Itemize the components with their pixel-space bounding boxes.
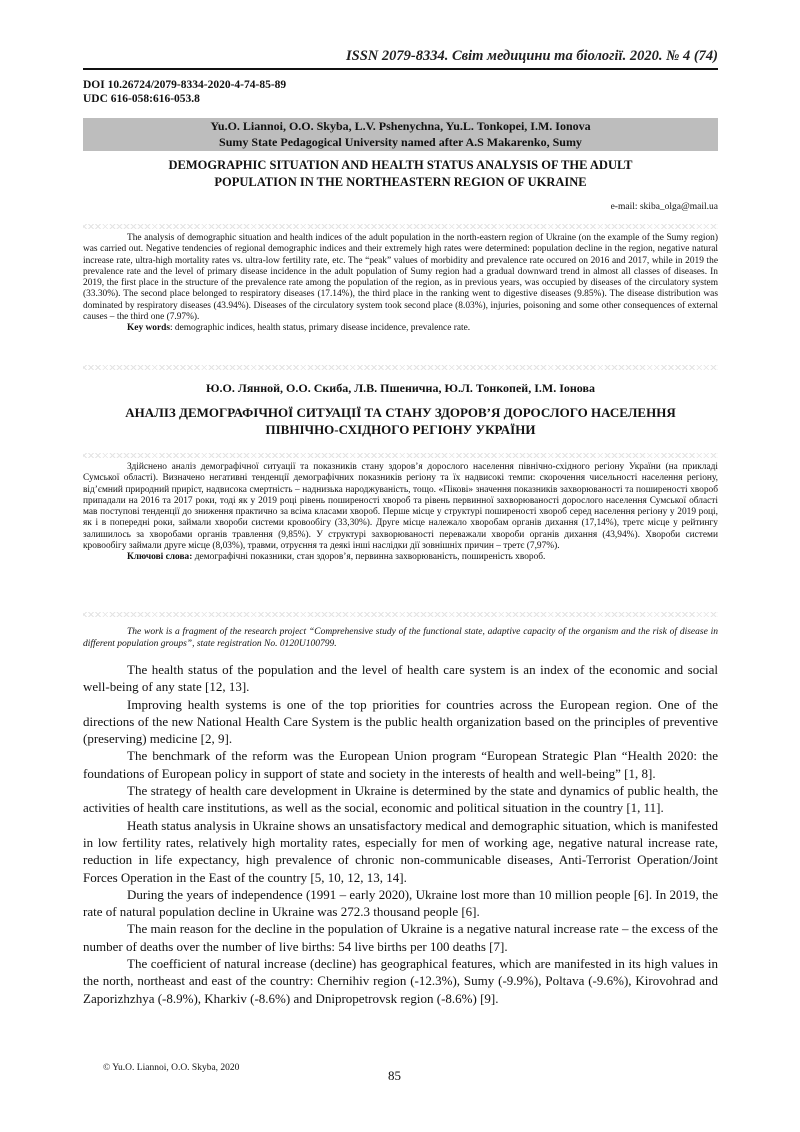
title-en-line-1: DEMOGRAPHIC SITUATION AND HEALTH STATUS ANALYSIS OF THE ADULT — [168, 158, 633, 172]
keywords-en-text: : demographic indices, health status, primary disease incidence, prevalence rate. — [169, 323, 471, 334]
keywords-ua — [83, 552, 718, 563]
article-title-ua — [83, 404, 718, 438]
body-paragraph: During the years of independence (1991 – early 2020), Ukraine lost more than 10 million people [6]. In 2019, the rate of natural population decline in Ukraine was 272.3 thousand people [6]. — [83, 886, 718, 920]
udc: UDC 616-058:616-053.8 — [83, 93, 200, 105]
wavy-divider — [83, 453, 718, 458]
keywords-ua-text: демографічні показники, стан здоров’я, первинна захворюваність, поширеність хвороб. — [192, 552, 546, 563]
title-ua-line-2: ПІВНІЧНО-СХІДНОГО РЕГІОНУ УКРАЇНИ — [265, 422, 536, 437]
article-meta — [83, 78, 286, 106]
keywords-en-label: Key words — [127, 323, 170, 334]
contact-email: e-mail: skiba_olga@mail.ua — [610, 202, 718, 212]
page-number: 85 — [388, 1068, 401, 1083]
wavy-divider — [83, 612, 718, 617]
body-paragraph: The strategy of health care development in Ukraine is determined by the state and dynamics of public health, the activities of health care institutions, as well as the social, economic and political situation in the country [1, 11]. — [83, 783, 718, 816]
funding-note — [83, 627, 718, 650]
doi: DOI 10.26724/2079-8334-2020-4-74-85-89 — [83, 79, 287, 91]
body-paragraph: Heath status analysis in Ukraine shows an unsatisfactory medical and demographic situation, which is manifested in low fertility rates, relatively high mortality rates, especially for men of working age, negative natural increase rate, reduction in life expectancy, high prevalence of chronic non-communicable diseases, Anti-Terrorist Operation/Joint Forces Operation in the East of the country [5, 10, 12, 13, 14]. — [83, 817, 718, 885]
keywords-ua-label: Ключові слова: — [127, 552, 193, 563]
body-paragraph: Improving health systems is one of the top priorities for countries across the European region. One of the directions of the new National Health Care System is the public health organization based on the principles of preventive (preserving) medicine [2, 9]. — [83, 696, 718, 747]
body-paragraph: The benchmark of the reform was the European Union program “European Strategic Plan “Health 2020: the foundations of European policy in support of state and society in the interests of health and well-being” [1, 8]. — [83, 748, 718, 781]
affiliation-en: Sumy State Pedagogical University named after A.S Makarenko, Sumy — [219, 134, 582, 149]
copyright-notice: © Yu.O. Liannoi, O.O. Skyba, 2020 — [103, 1063, 240, 1073]
keywords-en — [83, 323, 718, 334]
wavy-divider — [83, 224, 718, 229]
article-body — [83, 661, 718, 1007]
body-paragraph: The health status of the population and the level of health care system is an index of the economic and social well-being of any state [12, 13]. — [83, 662, 718, 695]
abstract-ua — [83, 462, 718, 564]
header-divider — [83, 68, 718, 70]
authors-en: Yu.O. Liannoi, O.O. Skyba, L.V. Pshenychna, Yu.L. Tonkopei, I.M. Ionova — [210, 119, 591, 133]
authors-ua: Ю.О. Лянной, О.О. Скиба, Л.В. Пшенична, Ю.Л. Тонкопей, І.М. Іонова — [206, 381, 595, 395]
article-title-en — [83, 157, 718, 191]
journal-running-header: ISSN 2079-8334. Світ медицини та біології. 2020. № 4 (74) — [346, 48, 718, 64]
funding-note-text: The work is a fragment of the research project “Comprehensive study of the functional state, adaptive capacity of the organism and the risk of disease in different population groups”, state registration No. 0120U100799. — [83, 627, 718, 649]
body-paragraph: The main reason for the decline in the population of Ukraine is a negative natural increase rate – the excess of the number of deaths over the number of live births: 54 live births per 100 deaths [7]. — [83, 921, 718, 954]
title-en-line-2: POPULATION IN THE NORTHEASTERN REGION OF UKRAINE — [214, 175, 587, 189]
authors-band-en — [83, 118, 718, 151]
title-ua-line-1: АНАЛІЗ ДЕМОГРАФІЧНОЇ СИТУАЦІЇ ТА СТАНУ ЗДОРОВ’Я ДОРОСЛОГО НАСЕЛЕННЯ — [125, 405, 676, 420]
body-paragraph: The coefficient of natural increase (decline) has geographical features, which are manifested in its high values in the north, northeast and east of the country: Chernihiv region (-12.3%), Sumy (-9.9%), Poltava (-9.6%), Kirovohrad and Zaporizhzhya (-8.9%), Kharkiv (-8.6%) and Dnipropetrovsk region (-8.6%) [9]. — [83, 956, 718, 1006]
abstract-en — [83, 233, 718, 335]
wavy-divider — [83, 365, 718, 370]
abstract-en-text: The analysis of demographic situation and health indices of the adult population in the north-eastern region of Ukraine (on the example of the Sumy region) was carried out. Negative tendencies of regional demographic indices and their extremely high rates were determined: population decline in the region, negative natural increase rate, ultra-high mortality rates vs. ultra-low fertility rate, etc. The “peak” values of morbidity and prevalence rate occured on 2016 and 2017, while in 2019 the prevalence rate and the level of primary disease incidence in the adult population of Sumy region had a gradual downward trend in almost all classes of diseases. In 2019, the first place in the structure of the prevalence rate among the population of the region, as in previous years, was occupied by diseases of the circulatory system (33.30%). The second place belonged to respiratory diseases (17.14%), the third place in the ranking went to digestive diseases (9.85%). The disease distribution was dominated by respiratory diseases (43.94%). Diseases of the circulatory system took second place (8.03%), injuries, poisoning and some other consequences of external causes – the third one (7.97%). — [83, 233, 718, 323]
abstract-ua-text: Здійснено аналіз демографічної ситуації та показників стану здоров’я дорослого населення північно-східного регіону України (на прикладі Сумської області). Визначено негативні тенденції демографічних показників регіону та їх надвисокі темпи: скорочення чисельності населення регіону, від’ємний природний приріст, надвисока смертність – наднизька народжуваність, тощо. «Пікові» значення показників захворюваності та поширеності хвороб припадали на 2016 та 2017 роки, тоді як у 2019 році рівень поширеності хвороб та рівень первинної захворюваності дорослого населення Сумської області мав поступові тенденції до зниження практично за всіма класами хвороб. Перше місце у структурі поширеності хвороб серед населення регіону у 2019 році, як і в попередні роки, займали хвороби системи кровообігу (33,30%). Друге місце належало хворобам органів дихання (17,14%), третє місце у рейтингу залишилось за хворобами органів травлення (9,85%). У структурі захворюваності переважали хвороби органів дихання (43,94%). Хвороби системи кровообігу займали друге місце (8,03%), травми, отруєння та деякі інші наслідки дії зовнішніх причин – третє (7,97%). — [83, 462, 718, 552]
